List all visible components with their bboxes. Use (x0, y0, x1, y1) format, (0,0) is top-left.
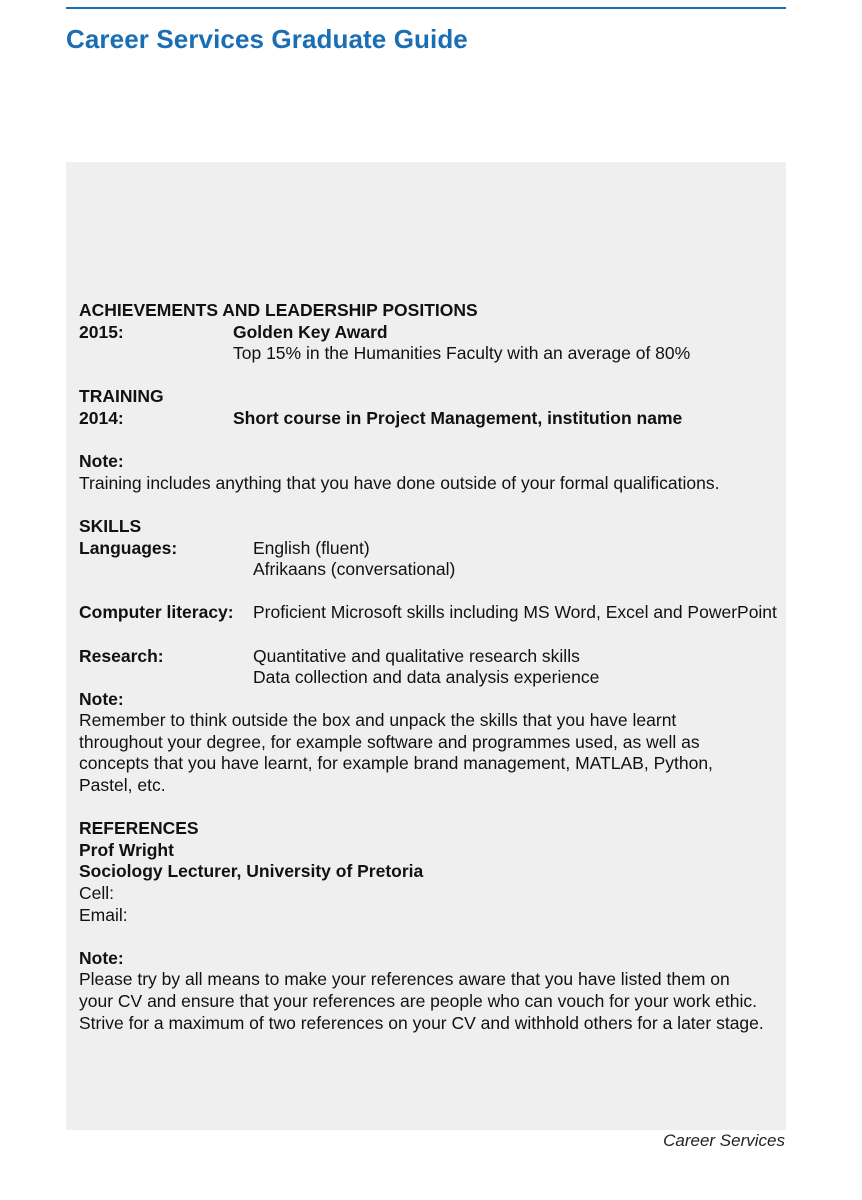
references-note-line: your CV and ensure that your references are people who can vouch for your work ethic. (79, 991, 758, 1011)
reference-cell-label: Cell: (79, 883, 115, 904)
training-note-text: Training includes anything that you have done outside of your formal qualifications. (79, 472, 720, 493)
languages-row-2 (79, 559, 784, 581)
training-heading: TRAINING (79, 386, 164, 407)
top-rule (66, 7, 786, 9)
computer-literacy-label: Computer literacy: (79, 602, 234, 623)
skills-note-line: concepts that you have learnt, for example brand management, MATLAB, Python, (79, 753, 713, 774)
training-year: 2014: (79, 407, 124, 428)
achievements-heading: ACHIEVEMENTS AND LEADERSHIP POSITIONS (79, 300, 478, 320)
languages-row (79, 538, 784, 560)
skills-note-line: Pastel, etc. (79, 775, 166, 796)
language-item: English (fluent) (253, 537, 370, 558)
skills-note-line: throughout your degree, for example software and programmes used, as well as (79, 731, 700, 752)
references-note-line: Please try by all means to make your references aware that you have listed them on (79, 969, 730, 990)
training-course: Short course in Project Management, institution name (233, 407, 683, 428)
references-note-line: Strive for a maximum of two references on your CV and withhold others for a later stage. (79, 1012, 764, 1033)
achievement-year: 2015: (79, 321, 124, 342)
achievement-award: Golden Key Award (233, 321, 388, 342)
footer-text: Career Services (663, 1131, 785, 1150)
computer-literacy-row (79, 602, 784, 624)
achievement-detail: Top 15% in the Humanities Faculty with an average of 80% (233, 343, 691, 364)
skills-heading: SKILLS (79, 515, 142, 536)
language-item: Afrikaans (conversational) (253, 559, 456, 580)
computer-literacy-value: Proficient Microsoft skills including MS Word, Excel and PowerPoint (253, 602, 777, 623)
research-row (79, 646, 784, 668)
languages-label: Languages: (79, 537, 178, 558)
reference-name: Prof Wright (79, 839, 174, 860)
reference-email-label: Email: (79, 904, 128, 925)
training-row (79, 408, 784, 430)
training-note-label: Note: (79, 451, 124, 472)
page-title: Career Services Graduate Guide (66, 24, 468, 54)
achievement-row (79, 322, 784, 344)
skills-note-line: Remember to think outside the box and unpack the skills that you have learnt (79, 710, 677, 731)
research-item: Data collection and data analysis experience (253, 667, 600, 688)
skills-note-label: Note: (79, 688, 124, 709)
research-label: Research: (79, 645, 164, 666)
achievement-detail-row (79, 343, 784, 365)
research-item: Quantitative and qualitative research skills (253, 645, 580, 666)
references-heading: REFERENCES (79, 818, 199, 839)
references-note-label: Note: (79, 947, 124, 968)
research-row-2 (79, 667, 784, 689)
reference-position: Sociology Lecturer, University of Pretoria (79, 861, 424, 882)
cv-content (79, 300, 784, 1034)
